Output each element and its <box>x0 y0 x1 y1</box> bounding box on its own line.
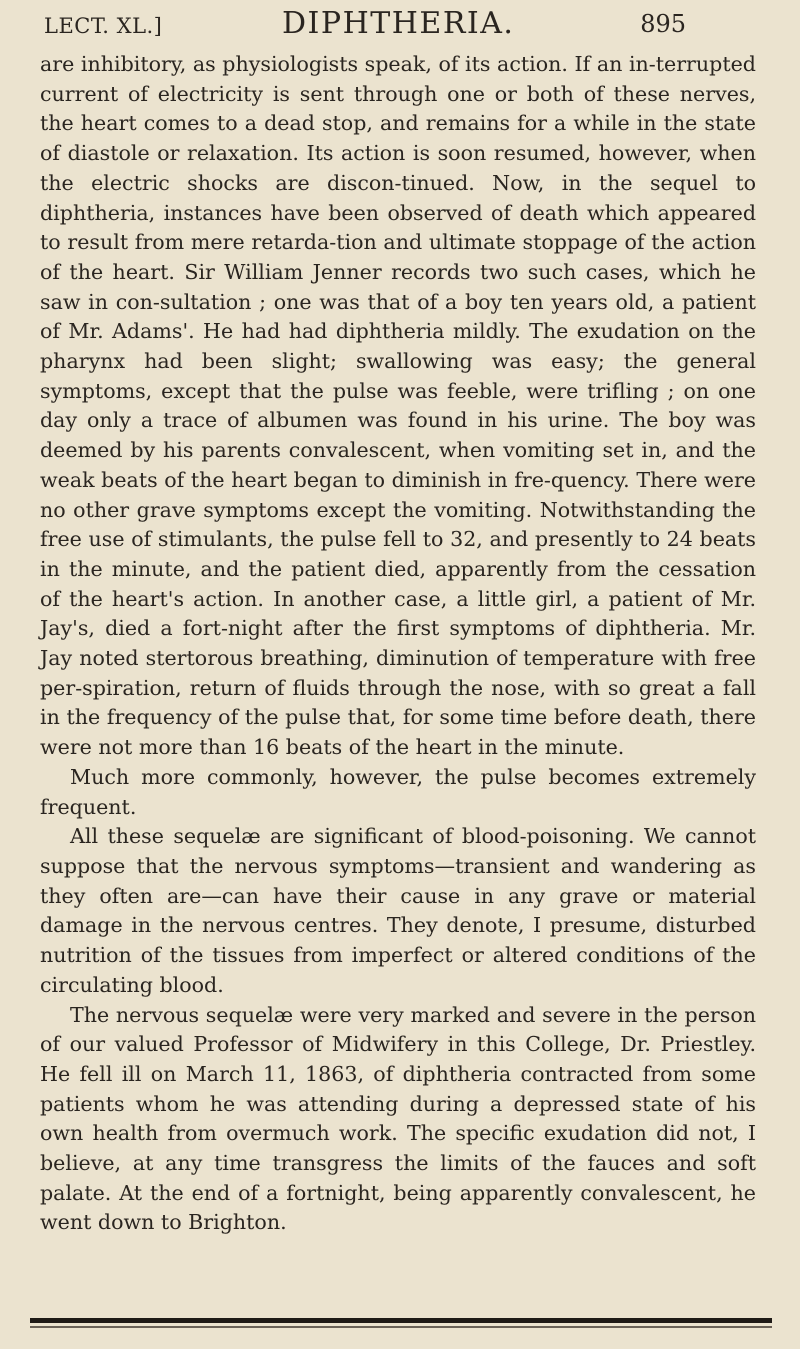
paragraph: are inhibitory, as physiologists speak, of its action. If an in-terrupted current of electricity is sent through one or both of these nerves, the heart comes to a dead stop, and remains for a while in the state of diastole or relaxation. Its action is soon resumed, however, when the electric shocks are discon-tinued. Now, in the sequel to diphtheria, instances have been observed of death which appeared to result from mere retarda-tion and ultimate stoppage of the action of the heart. Sir William Jenner records two such cases, which he saw in con-sultation ; one was that of a boy ten years old, a patient of Mr. Adams'. He had had diphtheria mildly. The exudation on the pharynx had been slight; swallowing was easy; the general symptoms, except that the pulse was feeble, were trifling ; on one day only a trace of albumen was found in his urine. The boy was deemed by his parents convalescent, when vomiting set in, and the weak beats of the heart began to diminish in fre-quency. There were no other grave symptoms except the vomiting. Notwithstanding the free use of stimulants, the pulse fell to 32, and presently to 24 beats in the minute, and the patient died, apparently from the cessation of the heart's action. In another case, a little girl, a patient of Mr. Jay's, died a fort-night after the first symptoms of diphtheria. Mr. Jay noted stertorous breathing, diminution of temperature with free per-spiration, return of fluids through the nose, with so great a fall in the frequency of the pulse that, for some time before death, there were not more than 16 beats of the heart in the minute. <box>40 52 756 760</box>
page-title: DIPHTHERIA. <box>282 6 515 41</box>
paragraph: The nervous sequelæ were very marked and severe in the person of our valued Professor of Midwifery in this College, Dr. Priestley. He fell ill on March 11, 1863, of diphtheria contracted from some patients whom he was attending during a depressed state of his own health from overmuch work. The specific exudation did not, I believe, at any time transgress the limits of the fauces and soft palate. At the end of a fortnight, being apparently convalescent, he went down to Brighton. <box>40 1002 756 1235</box>
running-head <box>44 6 686 46</box>
lecture-number: LECT. XL.] <box>44 14 163 38</box>
bottom-rule <box>30 1318 772 1323</box>
body-text <box>40 50 756 1238</box>
page-number: 895 <box>640 10 686 38</box>
paragraph: All these sequelæ are significant of blood-poisoning. We cannot suppose that the nervous symptoms—transient and wandering as they often are—can have their cause in any grave or material damage in the nervous centres. They denote, I presume, disturbed nutrition of the tissues from imperfect or altered conditions of the circulating blood. <box>40 824 756 997</box>
paragraph: Much more commonly, however, the pulse becomes extremely frequent. <box>40 764 756 819</box>
bottom-rule-shadow <box>30 1326 772 1328</box>
